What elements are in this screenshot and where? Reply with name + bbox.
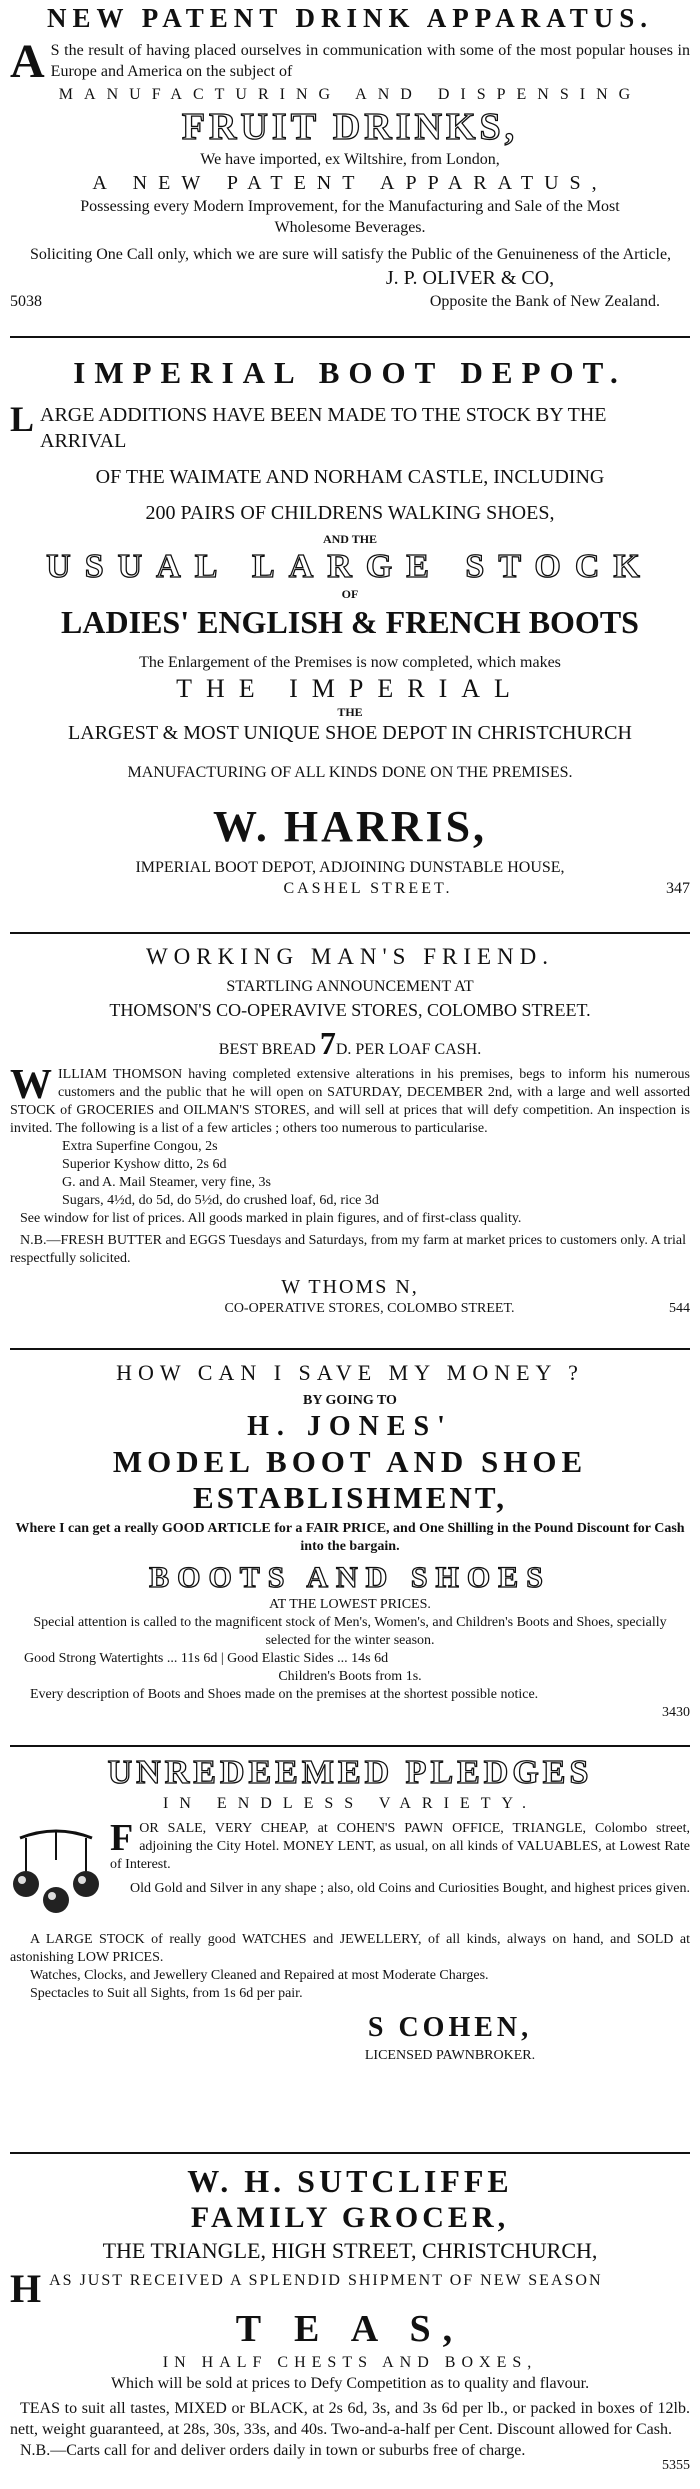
ad4-children: Children's Boots from 1s. [278,1669,422,1684]
ad2-imperial: THE IMPERIAL [176,674,524,703]
ad2-ladies: LADIES' ENGLISH & FRENCH BOOTS [61,604,639,640]
ad6-address: THE TRIANGLE, HIGH STREET, CHRISTCHURCH, [102,2238,598,2263]
ad5-watches: Watches, Clocks, and Jewellery Cleaned and Repaired at most Moderate Charges. [30,1968,489,1983]
ad4-model: MODEL BOOT AND SHOE [112,1444,588,1479]
ad1-soliciting: Soliciting One Call only, which we are sure will satisfy the Public of the Genuineness of the Article, [30,246,672,263]
ad6-carts: N.B.—Carts call for and deliver orders daily in town or suburbs free of charge. [20,2442,526,2459]
ad6-chests: IN HALF CHESTS AND BOXES, [162,2354,538,2371]
ad3-number: 544 [668,1301,690,1316]
ad3-address: CO-OPERATIVE STORES, COLOMBO STREET. [224,1301,515,1316]
ad4-good-strong: Good Strong Watertights ... 11s 6d | Good Elastic Sides ... 14s 6d [24,1651,389,1666]
ad1-drop-letter: A [10,35,45,88]
ad4-by-going: BY GOING TO [303,1393,397,1408]
ad6-number: 5355 [662,2458,690,2473]
ad2-line1: LARGE ADDITIONS HAVE BEEN MADE TO THE STOCK BY THE ARRIVAL [10,399,607,452]
ad5-spectacles: Spectacles to Suit all Sights, from 1s 6d per pair. [30,1986,303,2001]
ad2-street: CASHEL STREET. [283,880,453,897]
ad3-see-window: See window for list of prices. All goods marked in plain figures, and of first-class quality. [20,1211,522,1226]
ad6-sold: Which will be sold at prices to Defy Competition as to quality and flavour. [110,2375,590,2392]
ad3-stores: THOMSON'S CO-OPERAVIVE STORES, COLOMBO STREET. [109,1000,591,1020]
ad3-item: Superior Kyshow ditto, 2s 6d [62,1157,227,1172]
ad6-family: FAMILY GROCER, [190,2201,510,2234]
ad2-footer [10,878,690,899]
ad4-special: Special attention is called to the magnificent stock of Men's, Women's, and Children's Boots and Shoes, specially selected for the winter season. [33,1615,667,1648]
ad2-title: IMPERIAL BOOT DEPOT. [73,355,627,390]
ad3-bread-pre: BEST BREAD [218,1041,316,1058]
ad5-subtitle: IN ENDLESS VARIETY. [163,1795,537,1812]
ad2-name: W. HARRIS, [212,802,488,851]
ad4-boots: BOOTS AND SHOES [149,1561,551,1594]
ad2-number: 347 [665,880,690,897]
ad1-intro: A S the result of having placed ourselves in communication with some of the most popular houses in Europe and America on the subject of [10,35,690,88]
ad3-title: WORKING MAN'S FRIEND. [145,944,555,969]
ad6-received: HAS JUST RECEIVED A SPLENDID SHIPMENT OF NEW SEASON [10,2266,603,2311]
ad3-footer [10,1300,690,1318]
ad2-usual: USUAL LARGE STOCK [46,548,654,585]
ad3-body: WILLIAM THOMSON having completed extensive alterations in his premises, begs to inform his numerous customers and the public that he will open on SATURDAY, DECEMBER 2nd, with a large and well assorted STOCK of GROCERIES and OILMAN'S STORES, and will sell at prices that will defy competition. An inspection is invited. The following is a list of a few articles ; others too numerous to particularise. [10,1062,690,1136]
ad5-title: UNREDEEMED PLEDGES [107,1754,593,1791]
ad3-item: Sugars, 4½d, do 5d, do 5½d, do crushed loaf, 6d, rice 3d [62,1193,379,1208]
ad5-name: S COHEN, [367,2012,533,2043]
ad3-bread-post: D. PER LOAF CASH. [335,1041,482,1058]
ad5-large-stock: A LARGE STOCK of really good WATCHES and JEWELLERY, of all kinds, always on hand, and SOLD at astonishing LOW PRICES. [10,1932,690,1965]
ad1-manufacturing: MANUFACTURING AND DISPENSING [58,86,642,103]
ad-drink-apparatus [10,0,690,336]
ad1-imported: We have imported, ex Wiltshire, from London, [200,151,500,168]
ad1-firm: J. P. OLIVER & CO, [385,267,555,289]
ad5-body-wrap [10,1817,690,1925]
ad3-bread-num: 7 [319,1025,336,1061]
ad-working-mans-friend [10,934,690,1348]
ad-imperial-boot-depot [10,338,690,932]
ad3-item: G. and A. Mail Steamer, very fine, 3s [62,1175,272,1190]
ad4-where: Where I can get a really GOOD ARTICLE for a FAIR PRICE, and One Shilling in the Pound Discount for Cash into the bargain. [15,1521,685,1554]
ad4-every: Every description of Boots and Shoes made on the premises at the shortest possible notice. [30,1687,539,1702]
ad6-drop-letter: H [10,2266,44,2311]
ad1-address: Opposite the Bank of New Zealand. [429,293,660,310]
ad6-teas-desc: TEAS to suit all tastes, MIXED or BLACK, at 2s 6d, 3s, and 3s 6d per lb., or packed in boxes of 12lb. nett, weight guaranteed, at 28s, 30s, 33s, and 40s. Two-and-a-half per Cent. Discount allowed for Cash. [10,2400,690,2438]
ad2-enlargement: The Enlargement of the Premises is now completed, which makes [139,654,561,671]
ad2-manufacturing: MANUFACTURING OF ALL KINDS DONE ON THE PREMISES. [127,764,573,781]
ad4-number: 3430 [662,1705,690,1720]
ad5-drop-letter: F [110,1817,134,1859]
ad5-gold: Old Gold and Silver in any shape ; also, old Coins and Curiosities Bought, and highest prices given. [130,1881,690,1896]
ad1-headline: FRUIT DRINKS, [181,106,519,148]
ad2-and-the: AND THE [322,532,378,546]
ad-sutcliffe-grocer [10,2154,690,2488]
pawnbroker-balls-icon [10,1820,110,1925]
ad2-depot: IMPERIAL BOOT DEPOT, ADJOINING DUNSTABLE HOUSE, [135,859,565,876]
ad4-name: H. JONES' [247,1411,453,1442]
ad3-startling: STARTLING ANNOUNCEMENT AT [226,978,474,995]
ad2-drop-letter: L [10,399,35,439]
ad2-line2: OF THE WAIMATE AND NORHAM CASTLE, INCLUDING [95,466,605,488]
ad-unredeemed-pledges [10,1747,690,2152]
ad2-of: OF [341,587,359,601]
ad5-licensed: LICENSED PAWNBROKER. [364,2048,536,2063]
ad3-signature: W THOMS N, [281,1276,419,1298]
ad3-nb: N.B.—FRESH BUTTER and EGGS Tuesdays and Saturdays, from my farm at market prices to customers only. A trial respectfully solicited. [10,1233,686,1266]
ad4-establishment: ESTABLISHMENT, [193,1480,507,1515]
ad2-line3: 200 PAIRS OF CHILDRENS WALKING SHOES, [145,502,555,524]
ad4-lowest: AT THE LOWEST PRICES. [269,1597,431,1612]
ad6-title: W. H. SUTCLIFFE [187,2163,513,2199]
ad1-title: NEW PATENT DRINK APPARATUS. [46,3,654,33]
ad1-apparatus: A NEW PATENT APPARATUS, [92,172,608,194]
ad2-largest: LARGEST & MOST UNIQUE SHOE DEPOT IN CHRISTCHURCH [68,722,632,744]
ad3-bread [10,1025,690,1061]
newspaper-advertisement-page [10,0,690,2489]
ad5-for-sale: FOR SALE, VERY CHEAP, at COHEN'S PAWN OFFICE, TRIANGLE, Colombo street, adjoining the City Hotel. MONEY LENT, as usual, on all kinds of VALUABLES, at Lowest Rate of Interest. [110,1817,690,1872]
ad3-drop-letter: W [10,1062,52,1108]
ad3-item: Extra Superfine Congou, 2s [62,1139,218,1154]
ad1-footer [10,291,690,312]
ad1-possessing: Possessing every Modern Improvement, for the Manufacturing and Sale of the Most Wholesome Beverages. [80,198,620,236]
ad1-number: 5038 [10,293,42,310]
ad6-teas: T E A S, [235,2308,465,2350]
ad4-title: HOW CAN I SAVE MY MONEY ? [116,1360,584,1385]
ad-jones-boot-shoe [10,1350,690,1745]
ad2-the: THE [337,705,363,719]
